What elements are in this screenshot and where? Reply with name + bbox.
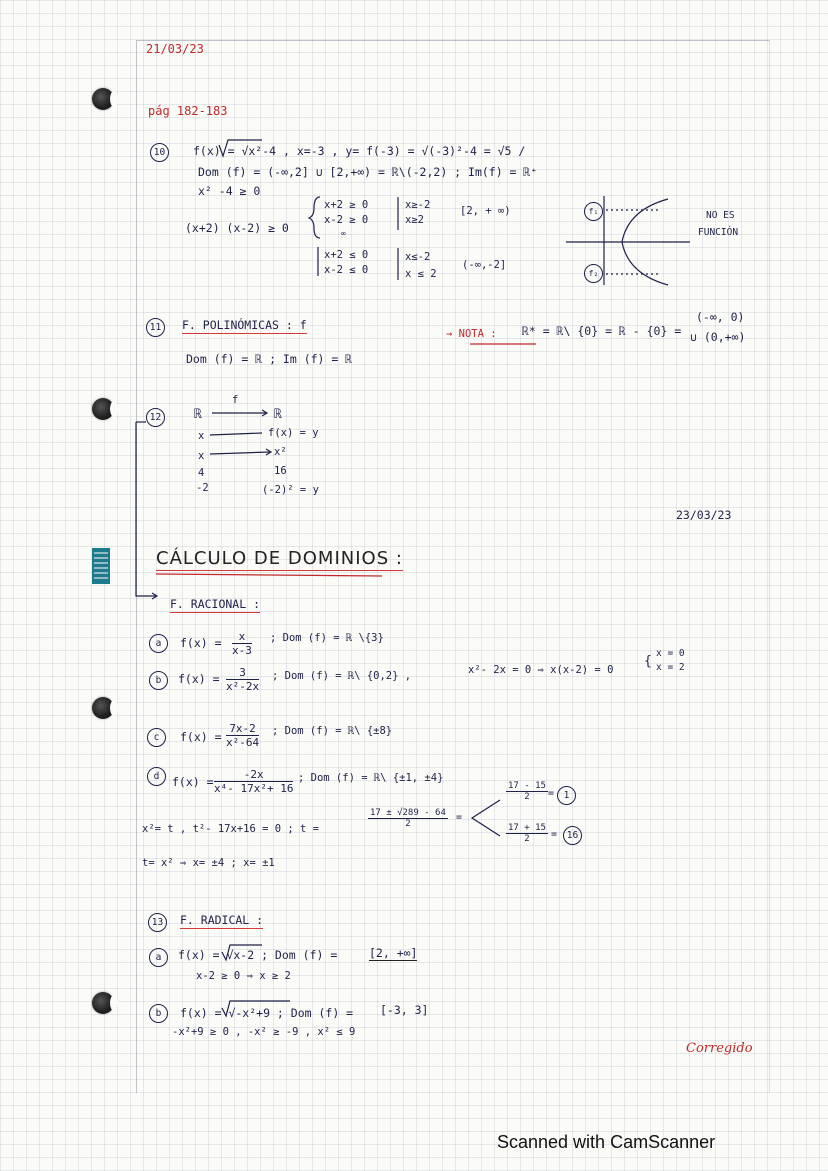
item-letter: d [147, 767, 166, 786]
sys1-c: x≥-2 [405, 199, 431, 211]
item-letter: c [147, 728, 166, 747]
system-brace [309, 197, 320, 238]
ex10-domain: Dom (f) = (-∞,2] ∪ [2,+∞) = ℝ\(-2,2) ; Im(f) = ℝ⁺ [198, 165, 538, 179]
ex10-factor: (x+2) (x-2) ≥ 0 [185, 221, 289, 235]
ex13-b-result: [-3, 3] [380, 1003, 429, 1017]
item-letter: b [149, 1004, 168, 1023]
root-chevron [472, 800, 500, 836]
rb-sol-1: x = 0 [656, 648, 685, 659]
rd-domain: ; Dom (f) = ℝ\ {±1, ±4} [298, 772, 444, 784]
sys1-d: x≥2 [405, 214, 424, 226]
equals-sign: = [548, 788, 555, 799]
nota-range-2: ∪ (0,+∞) [690, 330, 746, 344]
rc-f: f(x) = [180, 730, 222, 744]
sys2-d: x ≤ 2 [405, 268, 437, 280]
exercise-number: 12 [146, 408, 165, 427]
f2-label: f₂ [584, 264, 603, 283]
heading-underline [156, 574, 382, 576]
funcion-label: FUNCIÓN [698, 227, 739, 238]
ex13-b: f(x) = √-x²+9 ; Dom (f) = [180, 1006, 354, 1020]
nota-range-1: (-∞, 0) [696, 310, 745, 324]
map-f-label: f [232, 394, 239, 406]
item-letter: b [149, 671, 168, 690]
sys1-b: x-2 ≥ 0 [324, 214, 369, 226]
sqrt-sign [222, 945, 262, 960]
map-arrow [210, 433, 262, 435]
map-row-left: x [198, 430, 205, 442]
interval-2: (-∞,-2] [462, 259, 507, 271]
ex13-a-condition: x-2 ≥ 0 ⇒ x ≥ 2 [196, 970, 291, 982]
page-reference: pág 182-183 [148, 104, 228, 118]
rd-final: t= x² ⇒ x= ±4 ; x= ±1 [142, 857, 275, 869]
root-2-result: 16 [563, 826, 582, 845]
section-bracket [136, 422, 156, 596]
codomain-set: ℝ [274, 407, 282, 422]
section-heading-text: CÁLCULO DE DOMINIOS : [156, 548, 403, 569]
exercise-number: 11 [146, 318, 165, 337]
rd-numerator: -2x [214, 768, 293, 782]
map-row-left: x [198, 450, 205, 462]
ra-f: f(x) = [180, 636, 222, 650]
rd-solution-numerator: 17 ± √289 - 64 [370, 808, 446, 818]
no-es-label: NO ES [706, 210, 735, 221]
ex10-inequality: x² -4 ≥ 0 [198, 184, 261, 198]
item-letter: a [149, 634, 168, 653]
ra-denominator: x-3 [232, 644, 252, 657]
equals-sign: = [456, 812, 463, 823]
brace: { [644, 654, 652, 669]
nota-label: → NOTA : [446, 328, 497, 340]
map-row-right: 16 [274, 465, 287, 477]
equals-sign: = [551, 829, 558, 840]
ra-numerator: x [232, 630, 252, 644]
nota-text: ℝ* = ℝ\ {0} = ℝ - {0} = [522, 324, 682, 338]
map-row-right: x² [274, 446, 287, 458]
sys2-b: x-2 ≤ 0 [324, 264, 369, 276]
rd-root1-numerator: 17 - 15 [508, 781, 546, 791]
rb-f: f(x) = [178, 672, 220, 686]
rb-denominator: x²-2x [226, 680, 260, 693]
ex10-function: f(x) = √x²-4 , x=-3 , y= f(-3) = √(-3)²-4 = √5 / [193, 144, 526, 158]
sqrt-sign [219, 140, 262, 156]
rc-numerator: 7x-2 [226, 722, 259, 736]
rc-domain: ; Dom (f) = ℝ\ {±8} [272, 725, 393, 737]
exercise-number: 13 [148, 913, 167, 932]
rd-solution-denominator: 2 [405, 819, 411, 829]
rd-f: f(x) = [172, 775, 214, 789]
rb-domain: ; Dom (f) = ℝ\ {0,2} , [272, 670, 412, 682]
rc-denominator: x²-64 [226, 736, 260, 749]
rd-root1-denominator: 2 [524, 792, 530, 802]
map-arrow [210, 452, 270, 454]
racional-title: F. RACIONAL : [170, 597, 261, 611]
rb-sol-2: x = 2 [656, 662, 685, 673]
sqrt-sign [222, 1001, 290, 1016]
ex13-title: F. RADICAL : [180, 913, 264, 927]
map-row-left: 4 [198, 467, 205, 479]
rd-root2-denominator: 2 [524, 834, 530, 844]
root-1-result: 1 [557, 786, 576, 805]
corrected-mark: Corregido [686, 1041, 753, 1056]
ex13-a-result: [2, +∞] [369, 946, 418, 960]
exercise-number: 10 [150, 143, 169, 162]
rd-denominator: x⁴- 17x²+ 16 [214, 782, 294, 795]
scanner-watermark: Scanned with CamScanner [497, 1132, 716, 1152]
rb-equation: x²- 2x = 0 ⇒ x(x-2) = 0 [468, 664, 614, 676]
sys1-a: x+2 ≥ 0 [324, 199, 369, 211]
interval-1: [2, + ∞) [460, 205, 511, 217]
ex11-domain: Dom (f) = ℝ ; Im (f) = ℝ [186, 352, 353, 366]
item-letter: a [149, 948, 168, 967]
date-header-2: 23/03/23 [676, 508, 732, 522]
ex13-a: f(x) = √x-2 ; Dom (f) = [178, 948, 338, 962]
date-header: 21/03/23 [146, 42, 204, 56]
sys2-c: x≤-2 [405, 251, 431, 263]
map-row-left: -2 [196, 482, 209, 494]
infinity-mark: ∞ [341, 229, 346, 238]
ex13-b-condition: -x²+9 ≥ 0 , -x² ≥ -9 , x² ≤ 9 [172, 1026, 356, 1038]
ex11-title: F. POLINÓMICAS : f [182, 318, 307, 332]
rd-substitution: x²= t , t²- 17x+16 = 0 ; t = [142, 823, 320, 835]
rd-root2-numerator: 17 + 15 [508, 823, 546, 833]
map-row-right: (-2)² = y [262, 484, 319, 496]
sys2-a: x+2 ≤ 0 [324, 249, 369, 261]
rb-numerator: 3 [226, 666, 259, 680]
f1-label: f₁ [584, 202, 603, 221]
map-row-right: f(x) = y [268, 427, 319, 439]
domain-set: ℝ [194, 407, 202, 422]
ra-domain: ; Dom (f) = ℝ \{3} [270, 632, 384, 644]
